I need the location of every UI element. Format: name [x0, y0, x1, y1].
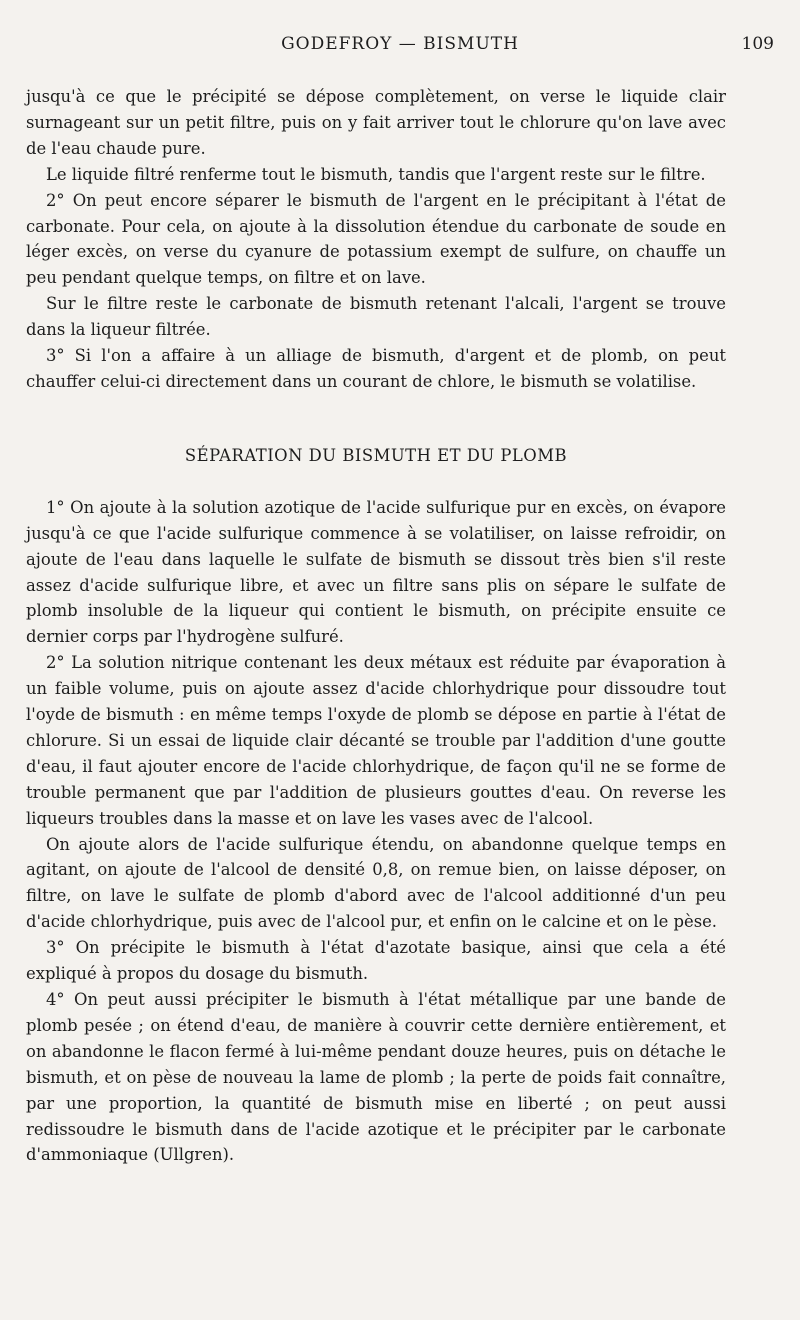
running-title: GODEFROY — BISMUTH	[281, 34, 519, 54]
section-heading: SÉPARATION DU BISMUTH ET DU PLOMB	[184, 445, 568, 465]
paragraph: On ajoute alors de l'acide sulfurique étendu, on abandonne quelque temps en agitant, on ajoute de l'alcool de densité 0,8, on remue bien, on laisse déposer, on filtre, on lave le sulfate de plomb d'abord avec de l'alcool additionné d'un peu d'acide chlorhydrique, puis avec de l'alcool pur, et enfin on le calcine et on le pèse.	[26, 834, 726, 932]
paragraph: jusqu'à ce que le précipité se dépose complètement, on verse le liquide clair surnageant sur un petit filtre, puis on y fait arriver tout le chlorure qu'on lave avec de l'eau chaude pure.	[26, 87, 726, 158]
paragraph: 3° Si l'on a affaire à un alliage de bismuth, d'argent et de plomb, on peut chauffer celui-ci directement dans un courant de chlore, le bismuth se volatilise.	[26, 346, 726, 391]
paragraph: 2° On peut encore séparer le bismuth de l'argent en le précipitant à l'état de carbonate. Pour cela, on ajoute à la dissolution étendue du carbonate de soude en léger excès, on verse du cyanure de potassium exempt de sulfure, on chauffe un peu pendant quelque temps, on filtre et on lave.	[26, 190, 726, 288]
page-header	[26, 34, 774, 60]
paragraph: 2° La solution nitrique contenant les deux métaux est réduite par évaporation à un faible volume, puis on ajoute assez d'acide chlorhydrique pour dissoudre tout l'oyde de bismuth : en même temps l'oxyde de plomb se dépose en partie à l'état de chlorure. Si un essai de liquide clair décanté se trouble par l'addition d'une goutte d'eau, il faut ajouter encore de l'acide chlorhydrique, de façon qu'il ne se forme de trouble permanent que par l'addition de plusieurs gouttes d'eau. On reverse les liqueurs troubles dans la masse et on lave les vases avec de l'alcool.	[26, 653, 726, 828]
page-body	[26, 84, 726, 1168]
paragraph: 1° On ajoute à la solution azotique de l'acide sulfurique pur en excès, on évapore jusqu'à ce que l'acide sulfurique commence à se volatiliser, on laisse refroidir, on ajoute de l'eau dans laquelle le sulfate de bismuth se dissout très bien s'il reste assez d'acide sulfurique libre, et avec un filtre sans plis on sépare le sulfate de plomb insoluble de la liqueur qui contient le bismuth, on précipite ensuite ce dernier corps par l'hydrogène sulfuré.	[26, 497, 726, 647]
page-number: 109	[741, 34, 774, 54]
paragraph: Sur le filtre reste le carbonate de bismuth retenant l'alcali, l'argent se trouve dans la liqueur filtrée.	[26, 294, 726, 340]
paragraph: 4° On peut aussi précipiter le bismuth à l'état métallique par une bande de plomb pesée ; on étend d'eau, de manière à couvrir cette dernière entièrement, et on abandonne le flacon fermé à lui-même pendant douze heures, puis on détache le bismuth, et on pèse de nouveau la lame de plomb ; la perte de poids fait connaître, par une proportion, la quantité de bismuth mise en liberté ; on peut aussi redissoudre le bismuth dans de l'acide azotique et le précipiter par le carbonate d'ammoniaque (Ullgren).	[26, 990, 726, 1165]
paragraph: Le liquide filtré renferme tout le bismuth, tandis que l'argent reste sur le filtre.	[46, 164, 706, 184]
paragraph: 3° On précipite le bismuth à l'état d'azotate basique, ainsi que cela a été expliqué à propos du dosage du bismuth.	[26, 938, 726, 984]
